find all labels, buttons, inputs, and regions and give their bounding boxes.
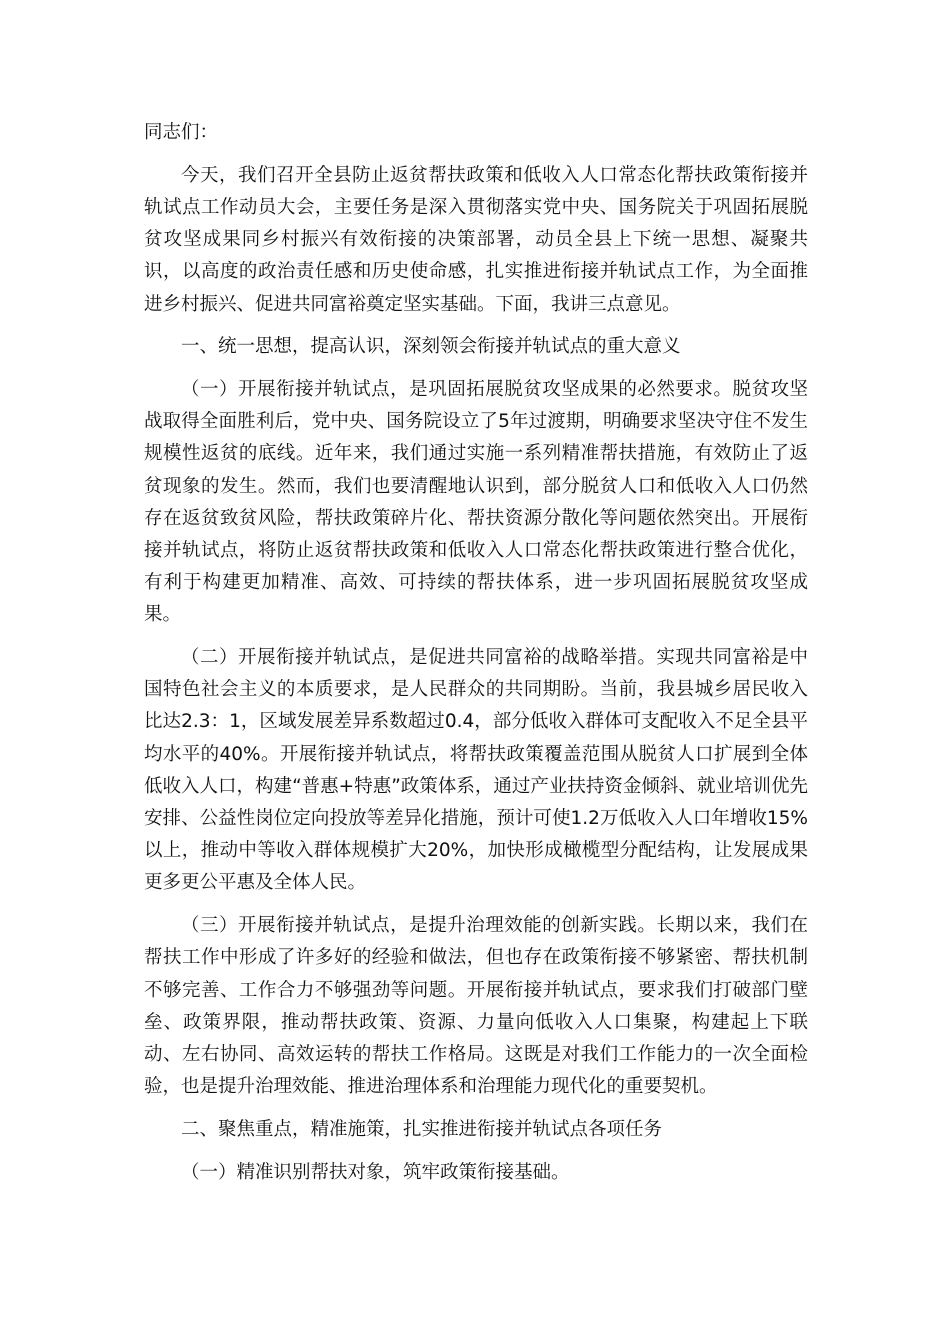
section-1-paragraph-2: （二）开展衔接并轨试点，是促进共同富裕的战略举措。实现共同富裕是中国特色社会主义的本质要求，是人民群众的共同期盼。当前，我县城乡居民收入比达2.3：1，区域发展差异系数超过0.4，部分低收入群体可支配收入不足全县平均水平的40%。开展衔接并轨试点，将帮扶政策覆盖范围从脱贫人口扩展到全体低收入人口，构建“普惠+特惠”政策体系，通过产业扶持资金倾斜、就业培训优先安排、公益性岗位定向投放等差异化措施，预计可使1.2万低收入人口年增收15%以上，推动中等收入群体规模扩大20%，加快形成橄榄型分配结构，让发展成果更多更公平惠及全体人民。 [144,647,808,894]
section-2-subheading-1: （一）精准识别帮扶对象，筑牢政策衔接基础。 [181,1161,570,1183]
section-1-paragraph-1: （一）开展衔接并轨试点，是巩固拓展脱贫攻坚成果的必然要求。脱贫攻坚战取得全面胜利后，党中央、国务院设立了5年过渡期，明确要求坚决守住不发生规模性返贫的底线。近年来，我们通过实施一系列精准帮扶措施，有效防止了返贫现象的发生。然而，我们也要清醒地认识到，部分脱贫人口和低收入人口仍然存在返贫致贫风险，帮扶政策碎片化、帮扶资源分散化等问题依然突出。开展衔接并轨试点，将防止返贫帮扶政策和低收入人口常态化帮扶政策进行整合优化，有利于构建更加精准、高效、可持续的帮扶体系，进一步巩固拓展脱贫攻坚成果。 [144,378,808,626]
salutation: 同志们： [144,122,219,143]
section-1-paragraph-3: （三）开展衔接并轨试点，是提升治理效能的创新实践。长期以来，我们在帮扶工作中形成了许多好的经验和做法，但也存在政策衔接不够紧密、帮扶机制不够完善、工作合力不够强劲等问题。开展衔接并轨试点，要求我们打破部门壁垒、政策界限，推动帮扶政策、资源、力量向低收入人口集聚，构建起上下联动、左右协同、高效运转的帮扶工作格局。这既是对我们工作能力的一次全面检验，也是提升治理效能、推进治理体系和治理能力现代化的重要契机。 [144,915,808,1098]
document-body [144,117,808,1199]
intro-paragraph: 今天，我们召开全县防止返贫帮扶政策和低收入人口常态化帮扶政策衔接并轨试点工作动员大会，主要任务是深入贯彻落实党中央、国务院关于巩固拓展脱贫攻坚成果同乡村振兴有效衔接的决策部署，动员全县上下统一思想、凝聚共识，以高度的政治责任感和历史使命感，扎实推进衔接并轨试点工作，为全面推进乡村振兴、促进共同富裕奠定坚实基础。下面，我讲三点意见。 [144,164,808,315]
section-2-heading: 二、聚焦重点，精准施策，扎实推进衔接并轨试点各项任务 [181,1118,663,1140]
section-1-heading: 一、统一思想，提高认识，深刻领会衔接并轨试点的重大意义 [181,336,681,358]
